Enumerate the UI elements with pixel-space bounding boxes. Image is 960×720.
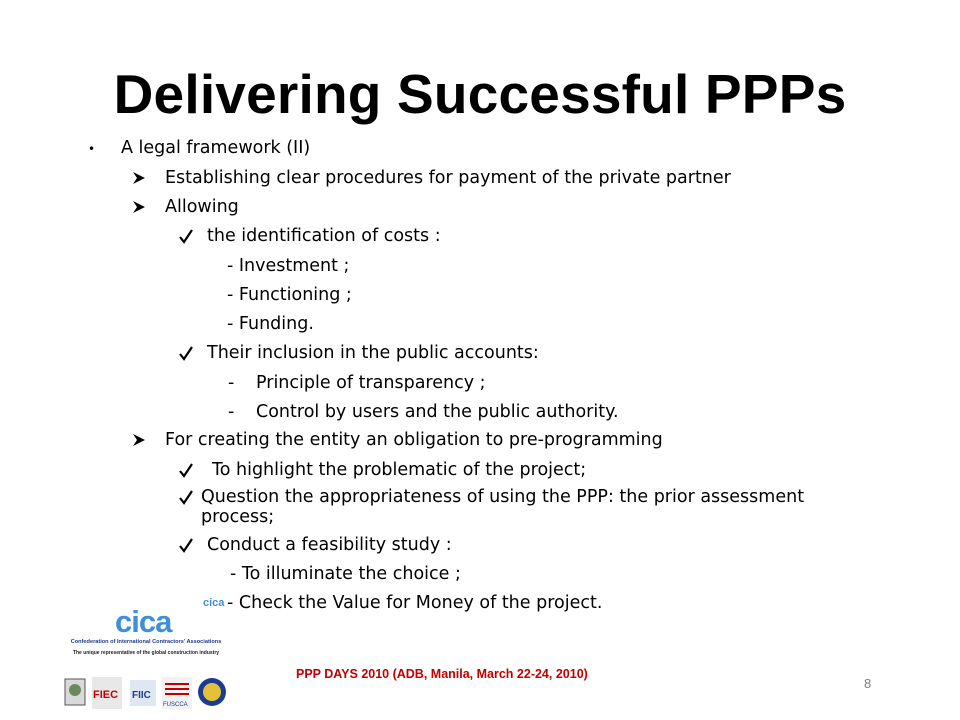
member-logos	[62, 674, 230, 712]
svg-text:FIEC: FIEC	[93, 689, 119, 701]
item-payment: Establishing clear procedures for payment of the private partner	[165, 168, 731, 188]
item-highlight: To highlight the problematic of the project;	[212, 460, 587, 480]
item-identification: the identification of costs :	[207, 226, 441, 246]
svg-text:cica: cica	[203, 597, 225, 608]
item-creating: For creating the entity an obligation to pre-programming	[165, 430, 663, 450]
item-illuminate: - To illuminate the choice ;	[230, 564, 461, 584]
item-feasibility: Conduct a feasibility study :	[207, 535, 452, 555]
arrow-bullet-icon	[131, 429, 147, 451]
checkmark-icon	[178, 459, 194, 481]
cica-caption: Confederation of International Contractors' Associations	[70, 639, 222, 645]
item-value-for-money: - Check the Value for Money of the project.	[227, 593, 603, 613]
dash-marker: -	[228, 373, 235, 393]
item-question-line1: Question the appropriateness of using the PPP: the prior assessment	[201, 487, 805, 507]
arrow-bullet-icon	[131, 196, 147, 218]
item-investment: - Investment ;	[227, 256, 350, 276]
item-question-line2: process;	[201, 507, 275, 527]
cica-logo	[60, 605, 232, 665]
footer-event: PPP DAYS 2010 (ADB, Manila, March 22-24, 2010)	[296, 667, 588, 681]
item-functioning: - Functioning ;	[227, 285, 352, 305]
slide-title: Delivering Successful PPPs	[113, 63, 847, 125]
cica-tagline: The unique representative of the global construction industry	[72, 650, 220, 656]
dash-marker: -	[228, 402, 235, 422]
svg-text:cica: cica	[115, 605, 172, 637]
checkmark-icon	[178, 534, 194, 556]
cica-logo-icon	[114, 605, 176, 637]
arrow-bullet-icon	[131, 167, 147, 189]
item-transparency: Principle of transparency ;	[256, 373, 486, 393]
checkmark-icon	[178, 342, 194, 364]
svg-text:FUSCCA: FUSCCA	[163, 702, 188, 708]
page-number: 8	[864, 676, 872, 691]
item-control: Control by users and the public authority.	[256, 402, 619, 422]
item-funding: - Funding.	[227, 314, 314, 334]
bullet-dot-icon: •	[88, 142, 96, 156]
svg-text:FIIC: FIIC	[132, 690, 151, 701]
item-allowing: Allowing	[165, 197, 239, 217]
item-inclusion: Their inclusion in the public accounts:	[207, 343, 539, 363]
bullet-legal-framework: A legal framework (II)	[121, 138, 311, 158]
member-logos-icon	[62, 674, 230, 712]
checkmark-icon	[178, 225, 194, 247]
checkmark-icon	[178, 486, 194, 508]
